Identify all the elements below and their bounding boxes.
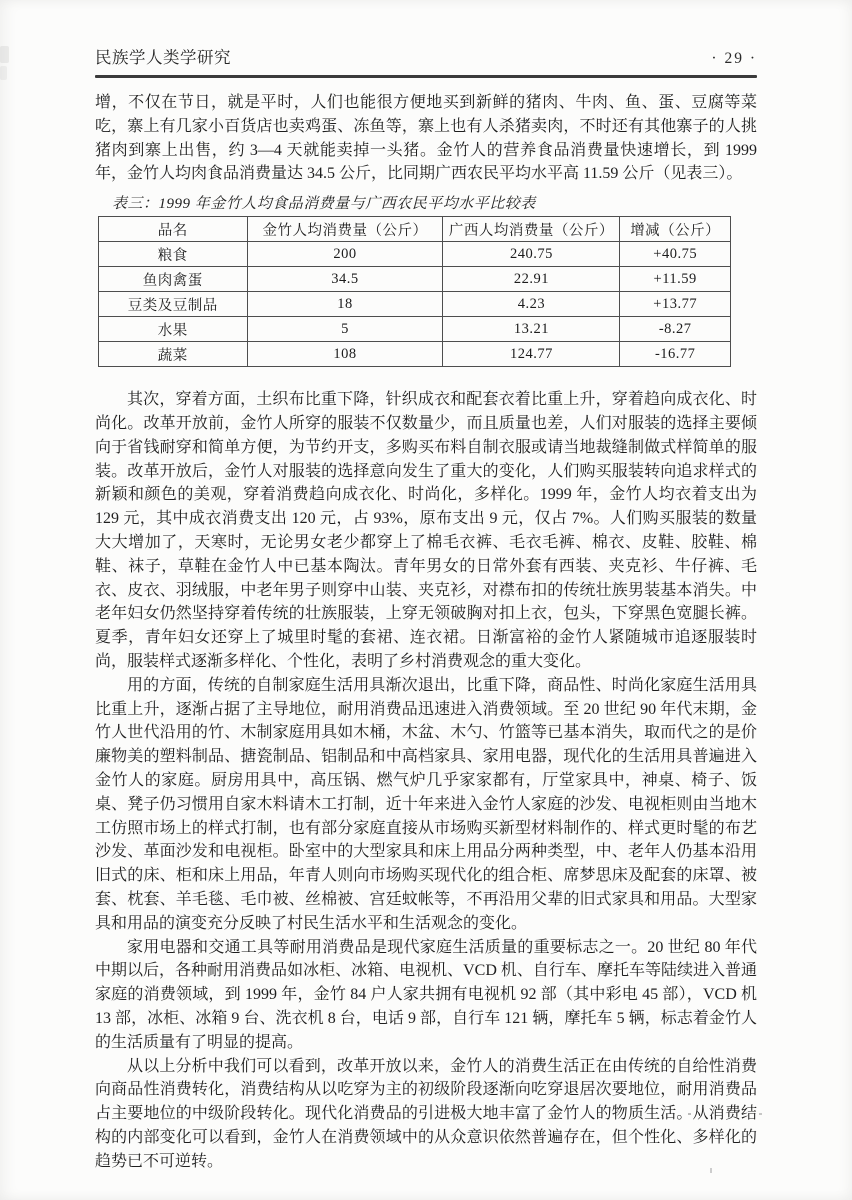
table-column-header: 金竹人均消费量（公斤） — [247, 217, 443, 242]
table-cell: 13.21 — [443, 317, 620, 342]
table-cell: 5 — [247, 317, 443, 342]
table-cell: 108 — [247, 342, 443, 367]
table-row — [99, 242, 731, 267]
page-content — [95, 0, 757, 1173]
table-cell: -8.27 — [620, 317, 731, 342]
table-header-row — [99, 217, 731, 242]
table-cell: 粮食 — [99, 242, 248, 267]
table-cell: 蔬菜 — [99, 342, 248, 367]
table-column-header: 广西人均消费量（公斤） — [443, 217, 620, 242]
body-paragraph-2: 其次，穿着方面，土织布比重下降，针织成衣和配套衣着比重上升，穿着趋向成衣化、时尚化。改革开放前，金竹人所穿的服装不仅数量少，而且质量也差，人们对服装的选择主要倾向于省钱耐穿和简单方便，为节约开支，多购买布料自制衣服或请当地裁缝制做式样简单的服装。改革开放后，金竹人对服装的选择意向发生了重大的变化，人们购买服装转向追求样式的新颖和颜色的美观，穿着消费趋向成衣化、时尚化，多样化。1999 年，金竹人均衣着支出为 129 元，其中成衣消费支出 120 元，占 93%，原布支出 9 元，仅占 7%。人们购买服装的数量大大增加了，天寒时，无论男女老少都穿上了棉毛衣裤、毛衣毛裤、棉衣、皮鞋、胶鞋、棉鞋、袜子，草鞋在金竹人中已基本陶汰。青年男女的日常外套有西装、夹克衫、牛仔裤、毛衣、皮衣、羽绒服，中老年男子则穿中山装、夹克衫，对襟布扣的传统壮族男装基本消失。中老年妇女仍然坚持穿着传统的壮族服装，上穿无领破胸对扣上衣，包头，下穿黑色宽腿长裤。夏季，青年妇女还穿上了城里时髦的套裙、连衣裙。日渐富裕的金竹人紧随城市追逐服装时尚，服装样式逐渐多样化、个性化，表明了乡村消费观念的重大变化。 — [95, 391, 757, 670]
table-cell: 水果 — [99, 317, 248, 342]
body-paragraph-4: 家用电器和交通工具等耐用消费品是现代家庭生活质量的重要标志之一。20 世纪 80 年代中期以后，各种耐用消费品如冰柜、冰箱、电视机、VCD 机、自行车、摩托车等陆续进入普通家庭的消费领域，到 1999 年，金竹 84 户人家共拥有电视机 92 部（其中彩电 45 部），VCD 机 13 部，冰柜、冰箱 9 台、洗衣机 8 台，电话 9 部，自行车 121 辆，摩托车 5 辆，标志着金竹人的生活质量有了明显的提高。 — [95, 938, 757, 1051]
table-cell: 豆类及豆制品 — [99, 292, 248, 317]
page-header — [95, 0, 757, 68]
table-cell: 22.91 — [443, 267, 620, 292]
table-cell: -16.77 — [620, 342, 731, 367]
table-cell: +13.77 — [620, 292, 731, 317]
table-cell: 34.5 — [247, 267, 443, 292]
table-cell: 124.77 — [443, 342, 620, 367]
table-cell: 240.75 — [443, 242, 620, 267]
table-cell: +40.75 — [620, 242, 731, 267]
body-paragraph-1: 增，不仅在节日，就是平时，人们也能很方便地买到新鲜的猪肉、牛肉、鱼、蛋、豆腐等菜吃，寨上有几家小百货店也卖鸡蛋、冻鱼等，寨上也有人杀猪卖肉，不时还有其他寨子的人挑猪肉到寨上出售，约 3—4 天就能卖掉一头猪。金竹人的营养食品消费量快速增长，到 1999 年，金竹人均肉食品消费量达 34.5 公斤，比同期广西农民平均水平高 11.59 公斤（见表三）。 — [95, 94, 757, 183]
scan-artifact — [0, 46, 9, 63]
body-paragraph-5: 从以上分析中我们可以看到，改革开放以来，金竹人的消费生活正在由传统的自给性消费向商品性消费转化，消费结构从以吃穿为主的初级阶段逐渐向吃穿退居次要地位，耐用消费品占主要地位的中级阶段转化。现代化消费品的引进极大地丰富了金竹人的物质生活。从消费结构的内部变化可以看到，金竹人在消费领域中的从众意识依然普遍存在，但个性化、多样化的趋势已不可逆转。 — [95, 1057, 757, 1170]
table-column-header: 增减（公斤） — [620, 217, 731, 242]
journal-title: 民族学人类学研究 — [95, 48, 231, 67]
body-paragraph-3: 用的方面，传统的自制家庭生活用具渐次退出，比重下降，商品性、时尚化家庭生活用具比重上升，逐渐占据了主导地位，耐用消费品迅速进入消费领域。至 20 世纪 90 年代末期，金竹人世代沿用的竹、木制家庭用具如木桶，木盆、木勺、竹篮等已基本消失，取而代之的是价廉物美的塑料制品、搪瓷制品、铝制品和中高档家具、家用电器，现代化的生活用具普遍进入金竹人的家庭。厨房用具中，高压锅、燃气炉几乎家家都有，厅堂家具中，神桌、椅子、饭桌、凳子仍习惯用自家木料请木工打制，近十年来进入金竹人家庭的沙发、电视柜则由当地木工仿照市场上的样式打制，也有部分家庭直接从市场购买新型材料制作的、样式更时髦的布艺沙发、革面沙发和电视柜。卧室中的大型家具和床上用品分两种类型，中、老年人仍基本沿用旧式的床、柜和床上用品，年青人则向市场购买现代化的组合柜、席梦思床及配套的床罩、被套、枕套、羊毛毯、毛巾被、丝棉被、宫廷蚊帐等，不再沿用父辈的旧式家具和用品。大型家具和用品的演变充分反映了村民生活水平和生活观念的变化。 — [95, 676, 757, 932]
table-caption: 表三：1999 年金竹人均食品消费量与广西农民平均水平比较表 — [112, 196, 536, 213]
scan-artifact — [759, 1113, 762, 1115]
table-row — [99, 292, 731, 317]
table-head — [99, 217, 731, 242]
table-row — [99, 317, 731, 342]
page-number: · 29 · — [711, 50, 757, 67]
header-rule — [95, 75, 757, 78]
table-cell: 18 — [247, 292, 443, 317]
table-cell: 200 — [247, 242, 443, 267]
table-column-header: 品名 — [99, 217, 248, 242]
table-cell: +11.59 — [620, 267, 731, 292]
scan-artifact — [0, 66, 7, 80]
table-cell: 鱼肉禽蛋 — [99, 267, 248, 292]
table-row — [99, 267, 731, 292]
table-row — [99, 342, 731, 367]
table-body — [99, 242, 731, 367]
table-cell: 4.23 — [443, 292, 620, 317]
food-consumption-table — [98, 216, 731, 367]
